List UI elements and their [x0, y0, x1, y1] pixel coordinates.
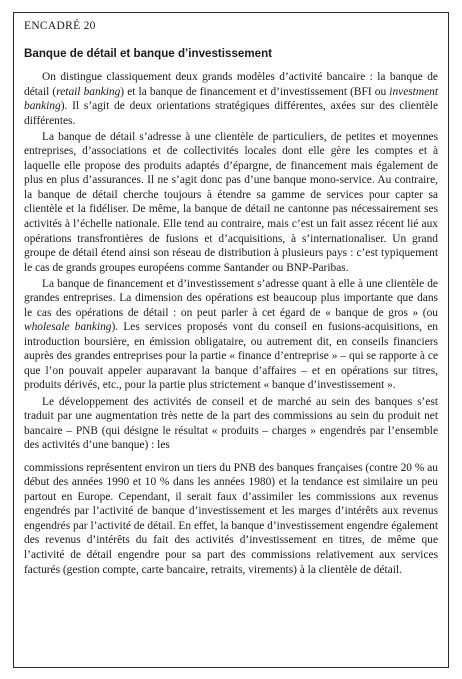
italic-term: retail banking — [56, 85, 121, 98]
text-run: Le développement des activités de conseil et de marché au sein des banques s’est traduit par une augmentation très nette de la part des commissions au sein du produit net bancaire – PNB (qui désigne le résultat « produits – charges » engendrés par l’ensemble des activités d’une banque) : les — [24, 395, 438, 452]
text-run: commissions représentent environ un tiers du PNB des banques françaises (contre 20 % au début des années 1990 et 10 % dans les années 1980) et la tendance est similaire un peu partout en Europe. Cependant, il serait faux d’assimiler les commissions aux revenus engendrés par l’activité de banque d’investissement et les marges d’intérêts aux revenus engendrés par l’activité de détail. En effet, la banque d’investissement engendre également des revenus d’intérêts du fait des activités d’investissement en titres, de même que l’activité de détail engendre pour sa part des commissions relativement aux services facturés (gestion compte, carte bancaire, retraits, virements) à la clientèle de détail. — [24, 461, 438, 576]
paragraph-1 — [24, 70, 438, 128]
paragraph-4-continued — [24, 461, 438, 577]
text-run: ). Il s’agit de deux orientations stratégiques différentes, axées sur des clientèle différentes. — [24, 100, 438, 127]
text-run: ). Les services proposés vont du conseil en fusions-acquisitions, en introduction boursière, en émission obligataire, ou autrement dit, en conseils financiers auprès des grandes entreprises pour la partie « finance d’entreprise » – qui se rapporte à ce que l’on pouvait appeler auparavant la banque d’affaires – et en opérations sur titres, produits dérivés, etc., pour la partie plus strictement « banque d’investissement ». — [24, 321, 438, 392]
box-body — [24, 70, 438, 577]
box-label: ENCADRÉ 20 — [24, 20, 96, 32]
paragraph-2 — [24, 130, 438, 275]
italic-term: wholesale banking — [24, 321, 112, 334]
text-run: ) et la banque de financement et d’investissement (BFI ou — [120, 85, 390, 98]
text-run: La banque de financement et d’investissement s’adresse quant à elle à une clientèle de grandes entreprises. La dimension des opérations est beaucoup plus importante que dans le cas des opérations de détail : on peut parler à cet égard de « banque de gros » (ou — [24, 277, 438, 319]
text-run: La banque de détail s’adresse à une clientèle de particuliers, de petites et moyennes entreprises, d’associations et de collectivités locales dont elle gère les comptes et à laquelle elle propose des produits adaptés d’épargne, de financement mais également de plus en plus d’assurances. Il ne s’agit donc pas d’une banque mono-service. Au contraire, la banque de détail cherche toujours à étendre sa gamme de services pour capter sa clientèle et la fidéliser. De même, la banque de détail ne cantonne pas nécessairement ses activités à l’échelle nationale. Elle tend au contraire, mais c’est un fait assez récent lié aux opérations transfrontières de fusions et d’acquisitions, à s’internationaliser. Un grand groupe de détail étend ainsi son réseau de distribution à plusieurs pays : c’est typiquement le cas de grands groupes européens comme Santander ou BNP-Paribas. — [24, 130, 438, 274]
italic-term: investment banking — [24, 85, 438, 113]
paragraph-3 — [24, 277, 438, 393]
box-title: Banque de détail et banque d’investissement — [24, 47, 273, 60]
scan-gap — [24, 453, 438, 461]
paragraph-4 — [24, 395, 438, 453]
encadre-box — [13, 12, 449, 668]
text-run: On distingue classiquement deux grands modèles d’activité bancaire : la banque de détail ( — [24, 71, 438, 98]
